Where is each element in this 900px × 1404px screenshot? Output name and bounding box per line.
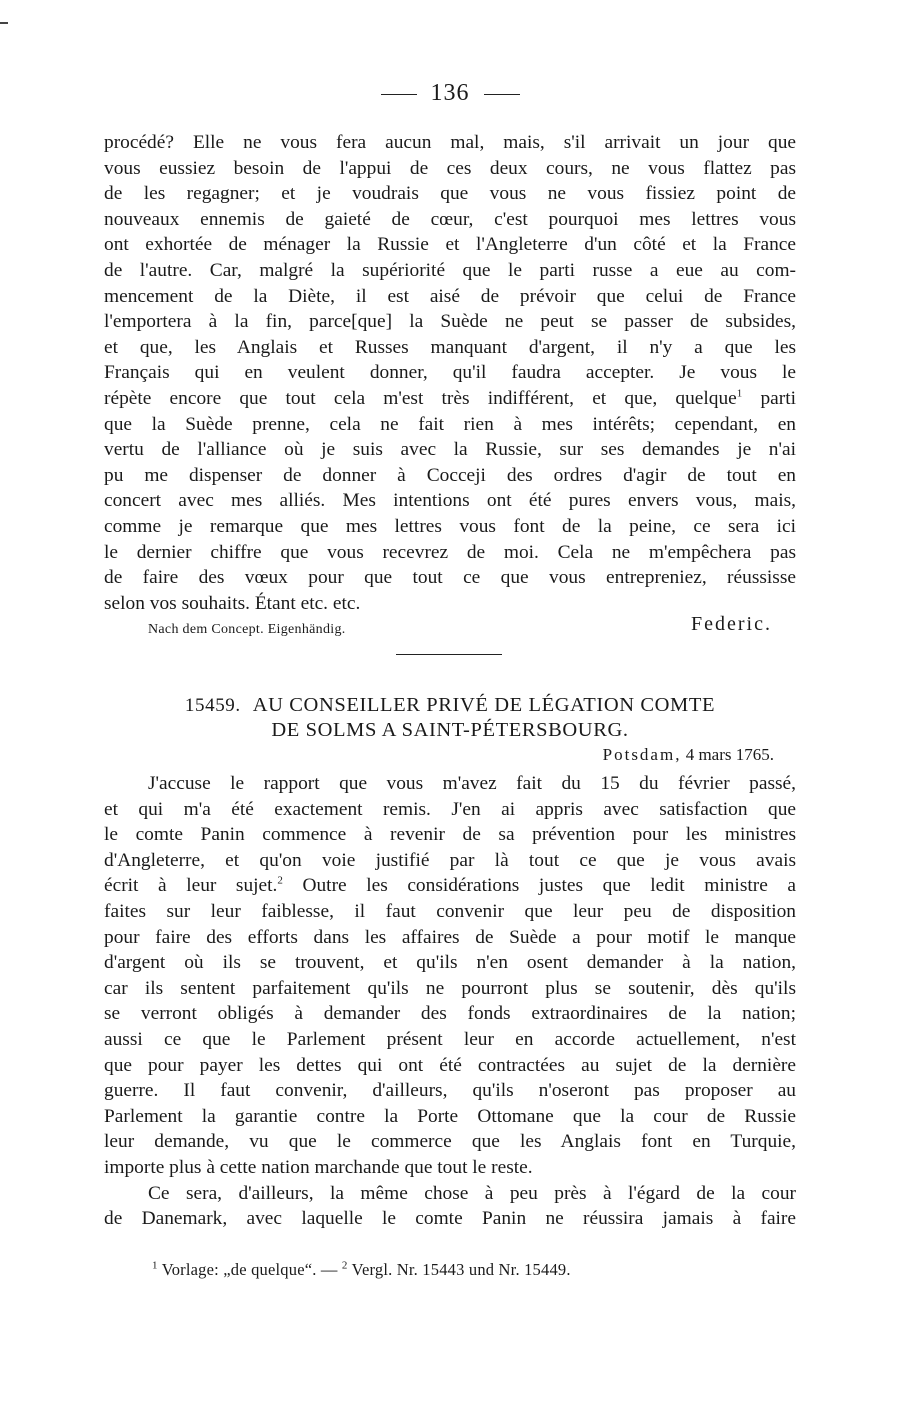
- footnotes: [152, 1260, 571, 1280]
- letter-body: [104, 771, 796, 1232]
- dateline: [603, 745, 774, 765]
- text-line: pour faire des efforts dans les affaires de Suède a pour motif le manque: [104, 926, 796, 948]
- text-line: nouveaux ennemis de gaieté de cœur, c'est pourquoi mes lettres vous: [104, 208, 796, 230]
- text-line: leur demande, vu que le commerce que les Anglais font en Turquie,: [104, 1131, 796, 1153]
- previous-letter-body: [104, 130, 796, 616]
- letter-title-line-2: [0, 718, 900, 743]
- text-line: d'argent où ils se trouvent, et qu'ils n'en osent demander à la nation,: [104, 952, 796, 974]
- text-line: se verront obligés à demander des fonds extraordinaires de la nation;: [104, 1003, 796, 1025]
- text-line: le comte Panin commence à revenir de sa prévention pour les ministres: [104, 824, 796, 846]
- page-number: 136: [430, 80, 470, 106]
- text-line: et que, les Anglais et Russes manquant d'argent, il n'y a que les: [104, 336, 796, 358]
- footnote-mark-2: 2: [341, 1259, 348, 1272]
- text-line: guerre. Il faut convenir, d'ailleurs, qu'ils n'oseront pas proposer au: [104, 1080, 796, 1102]
- letter-title-text-1: AU CONSEILLER PRIVÉ DE LÉGATION COMTE: [252, 694, 716, 716]
- text-line: le dernier chiffre que vous recevrez de moi. Cela ne m'empêchera pas: [104, 541, 796, 563]
- date-place: Potsdam,: [602, 745, 682, 764]
- footnote-text-1: Vorlage: „de quelque“. —: [161, 1260, 338, 1279]
- text-line: aussi ce que le Parlement présent leur en accorde actuellement, n'est: [104, 1028, 796, 1050]
- text-line: de faire des vœux pour que tout ce que vous entrepreniez, réussisse: [104, 567, 796, 589]
- footnote-mark-1: 1: [152, 1259, 158, 1272]
- line-text: écrit à leur sujet.: [104, 875, 278, 897]
- source-note: Nach dem Concept. Eigenhändig.: [148, 622, 346, 637]
- text-line: de l'autre. Car, malgré la supériorité que le parti russe a eue au com-: [104, 259, 796, 281]
- text-line: comme je remarque que mes lettres vous font de la peine, ce sera ici: [104, 515, 796, 537]
- text-line: faites sur leur faiblesse, il faut convenir que leur peu de disposition: [104, 900, 796, 922]
- text-line: Français qui en veulent donner, qu'il faudra accepter. Je vous le: [104, 362, 796, 384]
- text-line: J'accuse le rapport que vous m'avez fait du 15 du février passé,: [148, 773, 796, 794]
- text-line: de les regagner; et je voudrais que vous ne vous fissiez point de: [104, 183, 796, 205]
- date-value: 4 mars 1765.: [685, 745, 774, 764]
- text-line: Ce sera, d'ailleurs, la même chose à peu près à l'égard de la cour: [148, 1182, 796, 1204]
- line-text: répète encore que tout cela m'est très indifférent, et que, quelque: [104, 387, 737, 409]
- text-line: et qui m'a été exactement remis. J'en ai appris avec satisfaction que: [104, 798, 796, 820]
- text-line: que pour payer les dettes qui ont été contractées au sujet de la dernière: [104, 1054, 796, 1076]
- footnote-ref-2: 2: [277, 874, 283, 887]
- text-line: vous eussiez besoin de l'appui de ces deux cours, ne vous flattez pas: [104, 157, 796, 179]
- text-line: Parlement la garantie contre la Porte Ottomane que la cour de Russie: [104, 1105, 796, 1127]
- text-line: procédé? Elle ne vous fera aucun mal, mais, s'il arrivait un jour que: [104, 132, 796, 153]
- text-line-with-footnote: [104, 873, 796, 899]
- line-tail: Outre les considérations justes que ledit ministre a: [302, 875, 796, 897]
- line-tail: parti: [760, 387, 796, 409]
- text-line: mencement de la Diète, il est aisé de prévoir que celui de France: [104, 285, 796, 307]
- section-divider: [396, 654, 502, 655]
- footnote-text-2: Vergl. Nr. 15443 und Nr. 15449.: [351, 1260, 571, 1279]
- page-header: [0, 80, 900, 107]
- text-line: que la Suède prenne, cela ne fait rien à mes intérêts; cependant, en: [104, 413, 796, 435]
- text-line-with-footnote: [104, 386, 796, 412]
- header-dash-right: [484, 94, 520, 95]
- header-dash-left: [381, 94, 417, 95]
- letter-number: 15459.: [184, 695, 241, 716]
- text-line: pu me dispenser de donner à Cocceji des ordres d'agir de tout en: [104, 464, 796, 486]
- text-line: ont exhortée de ménager la Russie et l'Angleterre d'un côté et la France: [104, 234, 796, 256]
- letter-title-line-1: [0, 693, 900, 718]
- letter-title-text-2: DE SOLMS A SAINT-PÉTERSBOURG.: [271, 719, 629, 741]
- text-line: importe plus à cette nation marchande que tout le reste.: [104, 1156, 533, 1178]
- text-line: de Danemark, avec laquelle le comte Panin ne réussira jamais à faire: [104, 1208, 796, 1230]
- text-line: l'emportera à la fin, parce[que] la Suède ne peut se passer de subsides,: [104, 311, 796, 333]
- footnote-ref-1: 1: [736, 387, 743, 400]
- page-edge-mark: [0, 22, 8, 24]
- text-line: selon vos souhaits. Étant etc. etc.: [104, 592, 361, 614]
- signature: Federic.: [691, 613, 772, 635]
- text-line: concert avec mes alliés. Mes intentions ont été pures envers vous, mais,: [104, 490, 796, 512]
- text-line: vertu de l'alliance où je suis avec la Russie, sur ses demandes je n'ai: [104, 439, 796, 461]
- text-line: d'Angleterre, et qu'on voie justifié par là tout ce que je vous avais: [104, 849, 796, 871]
- text-line: car ils sentent parfaitement qu'ils ne pourront plus se soutenir, dès qu'ils: [104, 977, 796, 999]
